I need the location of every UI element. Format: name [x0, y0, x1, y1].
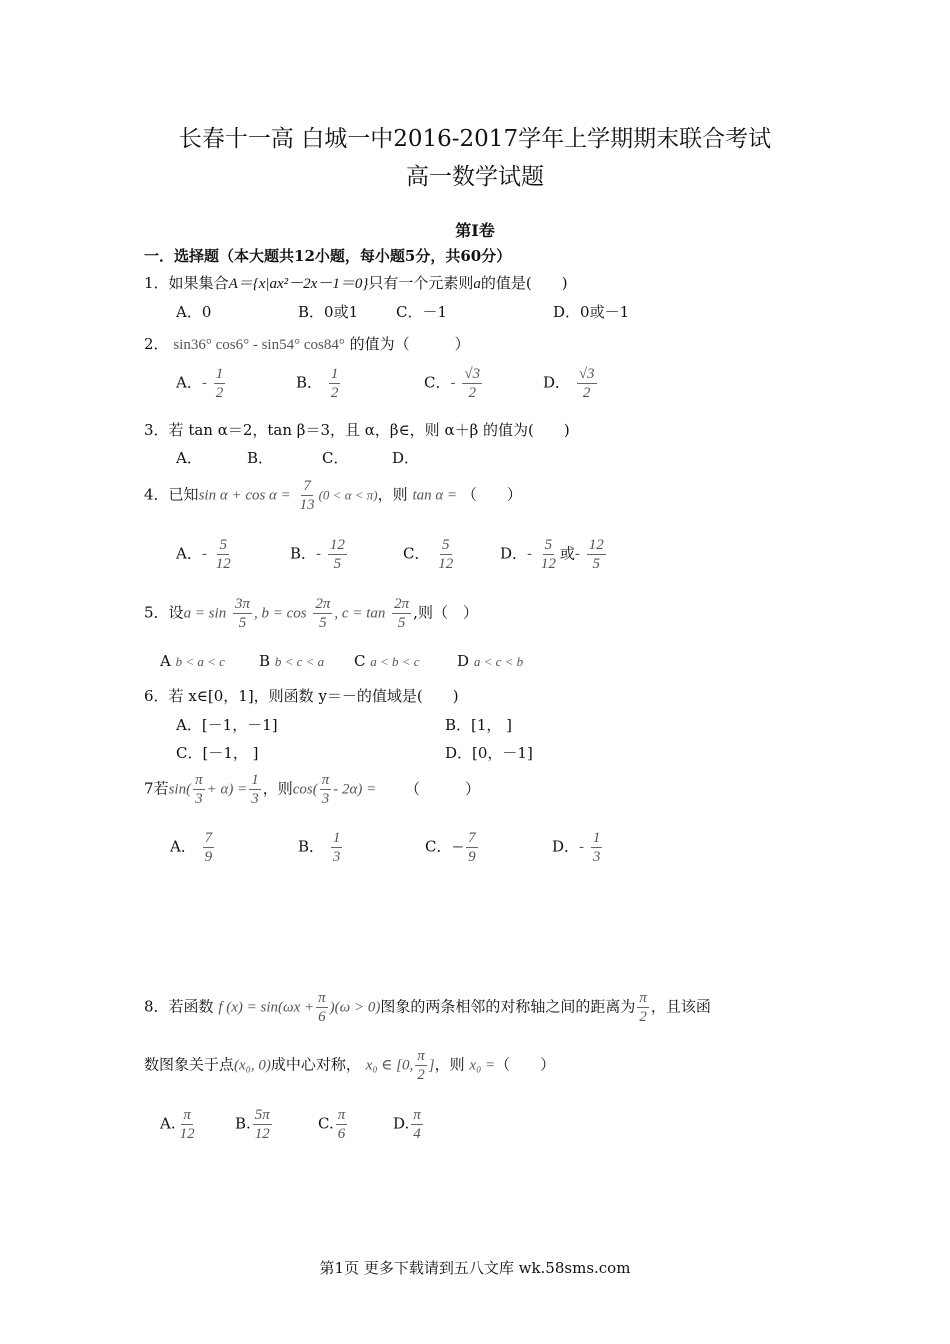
- question-8-line-2: [144, 1048, 555, 1083]
- question-text: 的值是( ): [480, 274, 568, 292]
- sign: −: [451, 837, 465, 856]
- denominator: 2: [215, 385, 224, 401]
- answer-blank: （ ）: [461, 485, 522, 504]
- question-text: 只有一个元素则: [368, 274, 474, 292]
- question-number: 2．: [144, 335, 169, 353]
- numerator: 1: [215, 366, 224, 382]
- fraction: [392, 596, 411, 631]
- fraction: [298, 478, 317, 513]
- fraction: [253, 1107, 272, 1142]
- exam-title: 长春十一高 白城一中2016-2017学年上学期期末联合考试: [178, 126, 772, 152]
- denominator: 3: [251, 791, 259, 807]
- inequality: b < a < c: [175, 654, 225, 669]
- numerator: 7: [468, 830, 476, 846]
- option-label: C．: [403, 544, 430, 563]
- denominator: 3: [321, 791, 330, 807]
- question-text: 若 tan α＝2，tan β＝3，且 α，β∈，则 α＋β 的值为( ): [168, 421, 570, 439]
- option-label: D: [457, 652, 470, 670]
- expression-c: , c = tan: [334, 605, 386, 622]
- option-label: C: [354, 652, 366, 670]
- numerator: 2π: [315, 596, 331, 612]
- denominator: 5: [592, 556, 601, 572]
- question-number: 5．: [144, 603, 169, 622]
- numerator: π: [337, 1107, 346, 1123]
- trig-expression: cos(: [292, 781, 318, 798]
- option-label: B．: [290, 544, 317, 563]
- denominator: 2: [639, 1009, 647, 1025]
- numerator: π: [413, 1107, 421, 1123]
- numerator: 5: [219, 537, 227, 553]
- option-c: [403, 537, 457, 572]
- option-c: [425, 830, 480, 865]
- question-5: [144, 596, 478, 631]
- question-1: [144, 272, 568, 293]
- question-text: 成中心对称，: [270, 1055, 361, 1074]
- inequality: a < c < b: [473, 654, 524, 669]
- denominator: 2: [417, 1067, 425, 1083]
- point-expression: (x₀, 0): [234, 1057, 271, 1074]
- numerator: √3: [578, 366, 595, 382]
- numerator: 1: [330, 366, 339, 382]
- option-d: [552, 830, 604, 865]
- set-expression: A＝{x|ax²－2x－1＝0}: [228, 276, 369, 292]
- numerator: 5: [442, 537, 450, 553]
- question-8: [144, 990, 711, 1025]
- option-label: D．: [500, 544, 528, 563]
- fraction: [178, 1107, 197, 1142]
- option-b: B．[1， ]: [445, 716, 513, 734]
- fraction: [577, 366, 597, 401]
- question-text: 若函数: [168, 997, 214, 1016]
- denominator: 3: [332, 849, 341, 865]
- numerator: 5: [544, 537, 553, 553]
- denominator: 12: [540, 556, 556, 572]
- fraction: [214, 366, 226, 401]
- option-a: A．0: [176, 303, 212, 321]
- numerator: 1: [251, 772, 259, 788]
- fraction: [539, 537, 558, 572]
- option-label: C．: [424, 373, 451, 392]
- fraction: [591, 830, 603, 865]
- numerator: π: [321, 772, 330, 788]
- numerator: 12: [329, 537, 345, 553]
- option-label: D．: [552, 837, 580, 856]
- question-number: 7: [144, 779, 154, 798]
- question-number: 6．: [144, 687, 169, 705]
- question-text: 若: [153, 779, 169, 798]
- sign: -: [579, 837, 585, 856]
- fraction: [249, 772, 261, 807]
- option-d: [543, 366, 599, 401]
- answer-blank: （ ）: [495, 1055, 556, 1074]
- trig-expression: - 2α) =: [333, 781, 377, 798]
- option-label: A.: [160, 1114, 176, 1133]
- option-label: A．: [170, 837, 196, 856]
- numerator: 5π: [254, 1107, 270, 1123]
- function-expression: )(ω > 0): [329, 999, 381, 1016]
- page-footer: 第1页 更多下载请到五八文库 wk.58sms.com: [319, 1259, 631, 1277]
- fraction: [436, 537, 455, 572]
- fraction: [637, 990, 649, 1025]
- numerator: 1: [332, 830, 341, 846]
- option-b: B．: [247, 449, 274, 467]
- denominator: 5: [238, 615, 247, 631]
- question-text: 如果集合: [168, 274, 229, 292]
- option-a: [176, 366, 227, 401]
- question-text: ，且该函: [650, 997, 711, 1016]
- sign: -: [450, 373, 456, 392]
- fraction: [328, 537, 347, 572]
- question-6: [144, 685, 459, 706]
- option-a: A．: [176, 449, 202, 467]
- inequality: b < c < a: [274, 654, 325, 669]
- option-a: [176, 537, 235, 572]
- fraction: [233, 596, 252, 631]
- denominator: 12: [179, 1126, 195, 1142]
- sign: -: [574, 544, 580, 563]
- option-b: [290, 537, 349, 572]
- option-label: A: [160, 652, 171, 670]
- fraction: [336, 1107, 348, 1142]
- denominator: 5: [319, 615, 327, 631]
- question-text: ，则: [434, 1055, 465, 1074]
- fraction: [313, 596, 332, 631]
- numerator: 7: [204, 830, 213, 846]
- fraction: [415, 1048, 427, 1083]
- question-text: 数图象关于点: [144, 1055, 235, 1074]
- denominator: 5: [397, 615, 406, 631]
- denominator: 2: [468, 385, 476, 401]
- trig-expression: + α) =: [206, 781, 248, 798]
- option-b: B．0或1: [298, 303, 359, 321]
- numerator: π: [318, 990, 326, 1006]
- question-3: [144, 419, 570, 440]
- numerator: 7: [303, 478, 311, 494]
- fraction: [214, 537, 233, 572]
- option-d: [457, 652, 523, 670]
- option-c: [318, 1107, 349, 1142]
- option-b: [235, 1107, 274, 1142]
- volume-heading: 第Ⅰ卷: [455, 221, 495, 240]
- denominator: 12: [254, 1126, 270, 1142]
- option-a: [160, 652, 225, 670]
- question-text: 的值为（ ）: [349, 335, 470, 353]
- answer-blank: （ ）: [405, 779, 481, 798]
- numerator: π: [195, 772, 203, 788]
- question-text: 已知: [168, 485, 199, 504]
- question-number: 8．: [144, 997, 169, 1016]
- sign: -: [201, 373, 207, 392]
- option-c: [354, 652, 420, 670]
- option-label: A．: [176, 373, 202, 392]
- fraction: [316, 990, 328, 1025]
- question-text: ，则: [262, 779, 293, 798]
- denominator: 4: [413, 1126, 421, 1142]
- numerator: 1: [592, 830, 601, 846]
- question-4: [144, 478, 522, 513]
- option-c: C．: [322, 449, 349, 467]
- question-7: [144, 772, 480, 807]
- question-text: ，则: [377, 485, 408, 504]
- denominator: 3: [195, 791, 203, 807]
- question-number: 3．: [144, 421, 169, 439]
- trig-expression: sin36° cos6° - sin54° cos84°: [173, 337, 345, 353]
- numerator: 3π: [234, 596, 250, 612]
- option-label: B．: [296, 373, 323, 392]
- denominator: 2: [582, 385, 591, 401]
- condition: (0 < α < π): [318, 487, 378, 503]
- denominator: 13: [299, 497, 315, 513]
- numerator: π: [417, 1048, 425, 1064]
- option-d: [393, 1107, 425, 1142]
- or-word: 或: [559, 544, 575, 563]
- denominator: 9: [468, 849, 476, 865]
- option-a: [170, 830, 216, 865]
- numerator: √3: [464, 366, 481, 382]
- denominator: 5: [333, 556, 342, 572]
- option-label: B.: [235, 1114, 251, 1133]
- option-d: [500, 537, 608, 572]
- denominator: 6: [337, 1126, 346, 1142]
- option-label: B．: [298, 837, 325, 856]
- option-d: D．: [392, 449, 420, 467]
- fraction: [411, 1107, 423, 1142]
- function-expression: f (x) = sin(ωx +: [218, 999, 315, 1016]
- trig-expression: sin α + cos α =: [198, 487, 291, 504]
- numerator: π: [639, 990, 647, 1006]
- option-label: C．: [425, 837, 452, 856]
- option-b: [296, 366, 342, 401]
- question-text: ,则（ ）: [413, 603, 478, 622]
- option-label: D．: [543, 373, 571, 392]
- fraction: [329, 366, 341, 401]
- question-number: 1．: [144, 274, 169, 292]
- fraction: [331, 830, 343, 865]
- expression-b: , b = cos: [254, 605, 307, 622]
- option-d: D．[0，－1]: [445, 744, 533, 762]
- question-text: 若 x∈[0，1]，则函数 y＝－的值域是( ): [168, 687, 459, 705]
- numerator: 2π: [394, 596, 410, 612]
- denominator: 12: [438, 556, 454, 572]
- option-a: [160, 1107, 199, 1142]
- option-label: C.: [318, 1114, 334, 1133]
- denominator: 2: [330, 385, 339, 401]
- inequality: a < b < c: [370, 654, 420, 669]
- option-c: C．－1: [396, 303, 448, 321]
- option-d: D．0或－1: [553, 303, 630, 321]
- option-b: [298, 830, 344, 865]
- option-label: B: [259, 652, 271, 670]
- sign: -: [527, 544, 533, 563]
- question-text: 图象的两条相邻的对称轴之间的距离为: [380, 997, 636, 1016]
- question-number: 4．: [144, 485, 169, 504]
- option-label: A．: [176, 544, 202, 563]
- fraction: [587, 537, 606, 572]
- question-text: 设: [168, 603, 184, 622]
- sign: -: [316, 544, 322, 563]
- fraction: [193, 772, 205, 807]
- trig-expression: sin(: [168, 781, 192, 798]
- denominator: 12: [215, 556, 231, 572]
- variable: a: [473, 276, 481, 292]
- expression-a: a = sin: [183, 605, 227, 622]
- question-2: [144, 333, 470, 354]
- numerator: π: [183, 1107, 191, 1123]
- numerator: 12: [588, 537, 604, 553]
- denominator: 3: [592, 849, 601, 865]
- fraction: [462, 366, 482, 401]
- fraction: [203, 830, 215, 865]
- x0-expression: x₀ =: [469, 1057, 496, 1074]
- option-a: A．[－1，－1]: [176, 716, 278, 734]
- condition: ]: [428, 1057, 435, 1074]
- option-label: D.: [393, 1114, 410, 1133]
- fraction: [320, 772, 332, 807]
- option-c: C．[－1， ]: [176, 744, 259, 762]
- exam-subtitle: 高一数学试题: [406, 164, 544, 190]
- option-c: [424, 366, 484, 401]
- section-heading: 一．选择题（本大题共12小题，每小题5分，共60分）: [144, 247, 512, 265]
- denominator: 9: [204, 849, 213, 865]
- option-b: [259, 652, 324, 670]
- condition: x₀ ∈ [0,: [365, 1057, 414, 1074]
- denominator: 6: [318, 1009, 326, 1025]
- sign: -: [201, 544, 207, 563]
- fraction: [466, 830, 478, 865]
- trig-expression: tan α =: [412, 487, 458, 504]
